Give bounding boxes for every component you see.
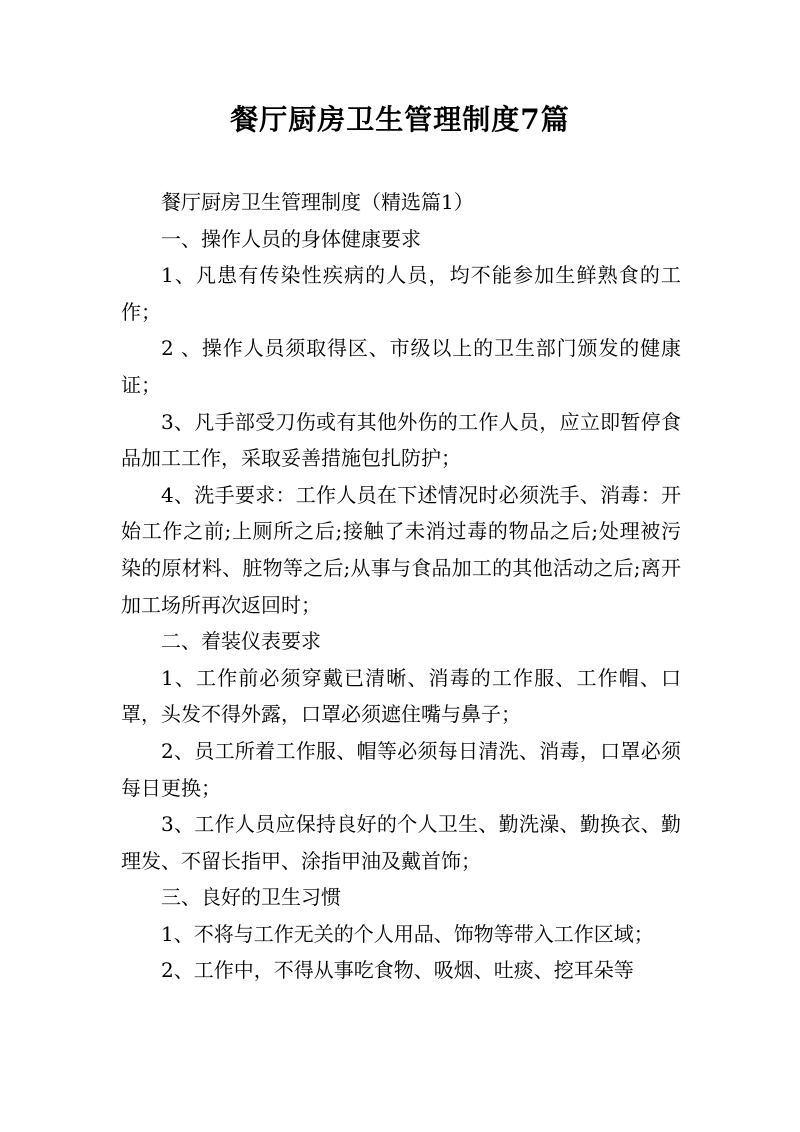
section-heading: 餐厅厨房卫生管理制度（精选篇1） xyxy=(161,190,474,214)
subsection-heading: 一、操作人员的身体健康要求 xyxy=(161,226,421,251)
paragraph: 2、员工所着工作服、帽等必须每日清洗、消毒，口罩必须每日更换； xyxy=(121,738,681,800)
paragraph: 2、工作中，不得从事吃食物、吸烟、吐痰、挖耳朵等 xyxy=(161,958,634,983)
paragraph: 1、工作前必须穿戴已清晰、消毒的工作服、工作帽、口罩，头发不得外露，口罩必须遮住嘴与鼻子； xyxy=(121,665,681,727)
subsection-heading: 三、良好的卫生习惯 xyxy=(161,885,341,910)
paragraph: 2 、操作人员须取得区、市级以上的卫生部门颁发的健康证； xyxy=(121,336,681,397)
paragraph: 1、凡患有传染性疾病的人员，均不能参加生鲜熟食的工作； xyxy=(121,263,681,324)
subsection-heading: 二、着装仪表要求 xyxy=(161,629,321,654)
paragraph: 3、凡手部受刀伤或有其他外伤的工作人员，应立即暂停食品加工工作，采取妥善措施包扎防护； xyxy=(121,409,681,471)
paragraph: 3、工作人员应保持良好的个人卫生、勤洗澡、勤换衣、勤理发、不留长指甲、涂指甲油及戴首饰； xyxy=(121,812,681,873)
paragraph: 4、洗手要求：工作人员在下述情况时必须洗手、消毒：开始工作之前;上厕所之后;接触了未消过毒的物品之后;处理被污染的原材料、脏物等之后;从事与食品加工的其他活动之后;离开加工场所再次返回时； xyxy=(121,482,681,617)
paragraph: 1、不将与工作无关的个人用品、饰物等带入工作区域； xyxy=(161,921,654,946)
document-body xyxy=(121,184,681,989)
document-title: 餐厅厨房卫生管理制度7篇 xyxy=(230,103,570,136)
